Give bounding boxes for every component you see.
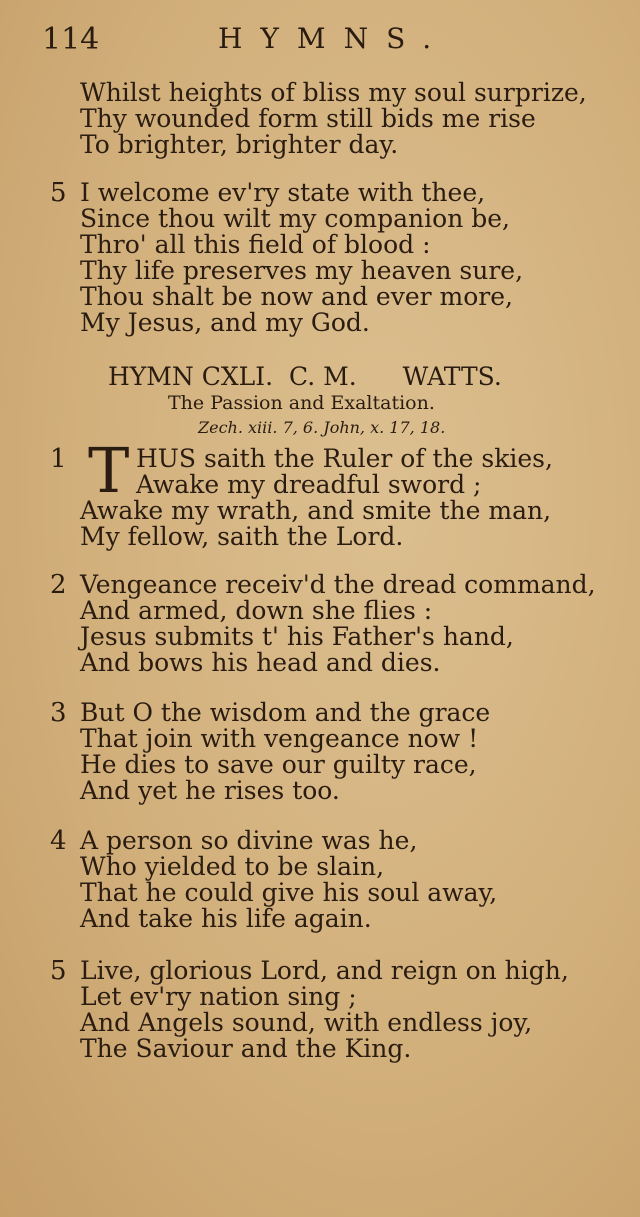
verse-line: And Angels sound, with endless joy, [80,1008,533,1037]
hymn-title: HYMN CXLI. [108,362,274,391]
verse-line: Let ev'ry nation sing ; [80,982,357,1011]
verse-line: And yet he rises too. [80,776,340,805]
verse-line: That he could give his soul away, [80,878,498,907]
running-head: HYMNS. [218,22,450,55]
stanza-number: 5 [50,178,67,208]
stanza-number: 4 [50,826,67,856]
verse-line: Whilst heights of bliss my soul surprize, [80,78,587,107]
verse-line: HUS saith the Ruler of the skies, [136,444,553,473]
hymn-meter: C. M. [289,362,357,391]
hymn-subtitle: The Passion and Exaltation. [168,392,435,414]
verse-line: And armed, down she flies : [80,596,433,625]
hymn-heading [108,362,510,391]
page-header [0,22,640,62]
verse-line: Who yielded to be slain, [80,852,385,881]
verse-line: My fellow, saith the Lord. [80,522,404,551]
scripture-reference: Zech. xiii. 7, 6. John, x. 17, 18. [198,418,446,437]
verse-line: Vengeance receiv'd the dread command, [80,570,596,599]
verse-line: And take his life again. [80,904,372,933]
verse-line: Thro' all this field of blood : [80,230,431,259]
verse-line: And bows his head and dies. [80,648,441,677]
stanza-number: 2 [50,570,67,600]
verse-line: Awake my wrath, and smite the man, [80,496,552,525]
verse-line: The Saviour and the King. [80,1034,412,1063]
verse-line: Since thou wilt my companion be, [80,204,510,233]
drop-cap: T [88,434,130,507]
hymn-author: WATTS. [402,362,502,391]
verse-line: Thy wounded form still bids me rise [80,104,536,133]
stanza-number: 5 [50,956,67,986]
verse-line: That join with vengeance now ! [80,724,479,753]
verse-line: Live, glorious Lord, and reign on high, [80,956,569,985]
verse-line: He dies to save our guilty race, [80,750,477,779]
verse-line: But O the wisdom and the grace [80,698,491,727]
stanza-number: 3 [50,698,67,728]
verse-line: Thou shalt be now and ever more, [80,282,513,311]
verse-line: A person so divine was he, [80,826,418,855]
verse-line: Thy life preserves my heaven sure, [80,256,524,285]
verse-line: Jesus submits t' his Father's hand, [80,622,514,651]
stanza-number: 1 [50,444,67,474]
verse-line: Awake my dreadful sword ; [136,470,482,499]
verse-line: My Jesus, and my God. [80,308,370,337]
page-number: 114 [42,22,100,57]
verse-line: To brighter, brighter day. [80,130,399,159]
verse-line: I welcome ev'ry state with thee, [80,178,486,207]
